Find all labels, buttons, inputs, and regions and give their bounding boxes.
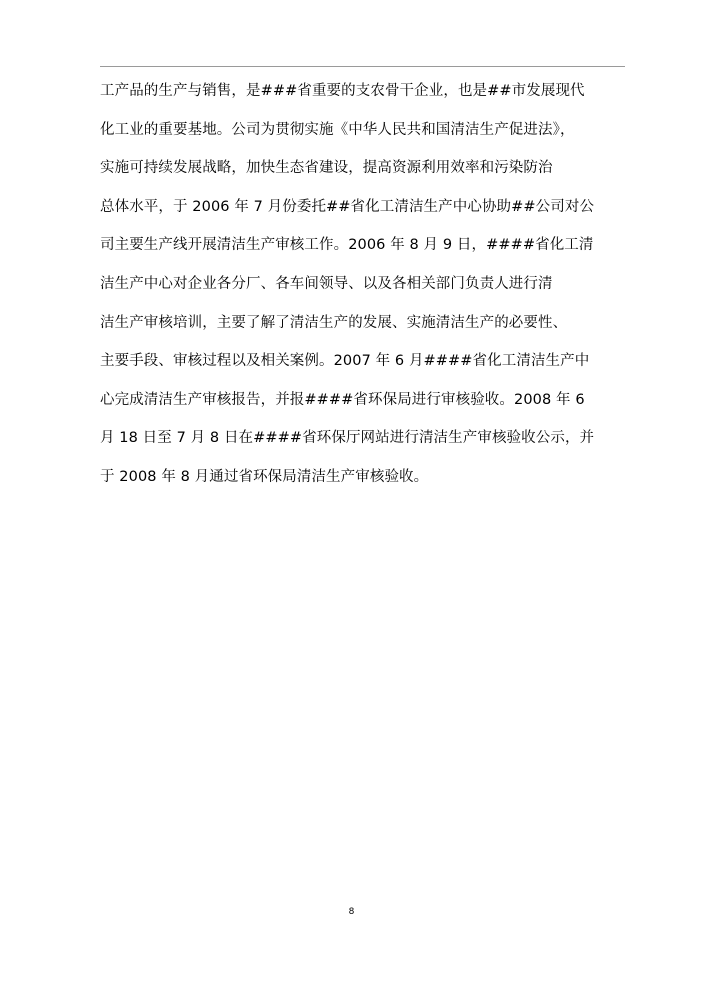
text-line: 总体水平，于 2006 年 7 月份委托##省化工清洁生产中心协助##公司对公 [100,198,595,215]
text-line: 化工业的重要基地。公司为贯彻实施《中华人民共和国清洁生产促进法》， [100,121,575,138]
page-number: 8 [348,907,355,917]
text-line: 于 2008 年 8 月通过省环保局清洁生产审核验收。 [100,468,429,485]
text-line: 洁生产中心对企业各分厂、各车间领导、以及各相关部门负责人进行清 [100,275,553,292]
header-rule [100,66,625,67]
text-line: 工产品的生产与销售，是###省重要的支农骨干企业，也是##市发展现代 [100,83,585,99]
text-line: 司主要生产线开展清洁生产审核工作。2006 年 8 月 9 日，####省化工清 [100,237,594,254]
text-line: 主要手段、审核过程以及相关案例。2007 年 6 月####省化工清洁生产中 [100,353,590,370]
text-line: 心完成清洁生产审核报告，并报####省环保局进行审核验收。2008 年 6 [100,391,585,408]
text-line: 月 18 日至 7 月 8 日在####省环保厅网站进行清洁生产审核验收公示，并 [100,430,595,447]
text-line: 洁生产审核培训，主要了解了清洁生产的发展、实施清洁生产的必要性、 [100,314,568,331]
text-line: 实施可持续发展战略，加快生态省建设，提高资源利用效率和污染防治 [100,160,553,177]
body-paragraph [100,72,640,497]
